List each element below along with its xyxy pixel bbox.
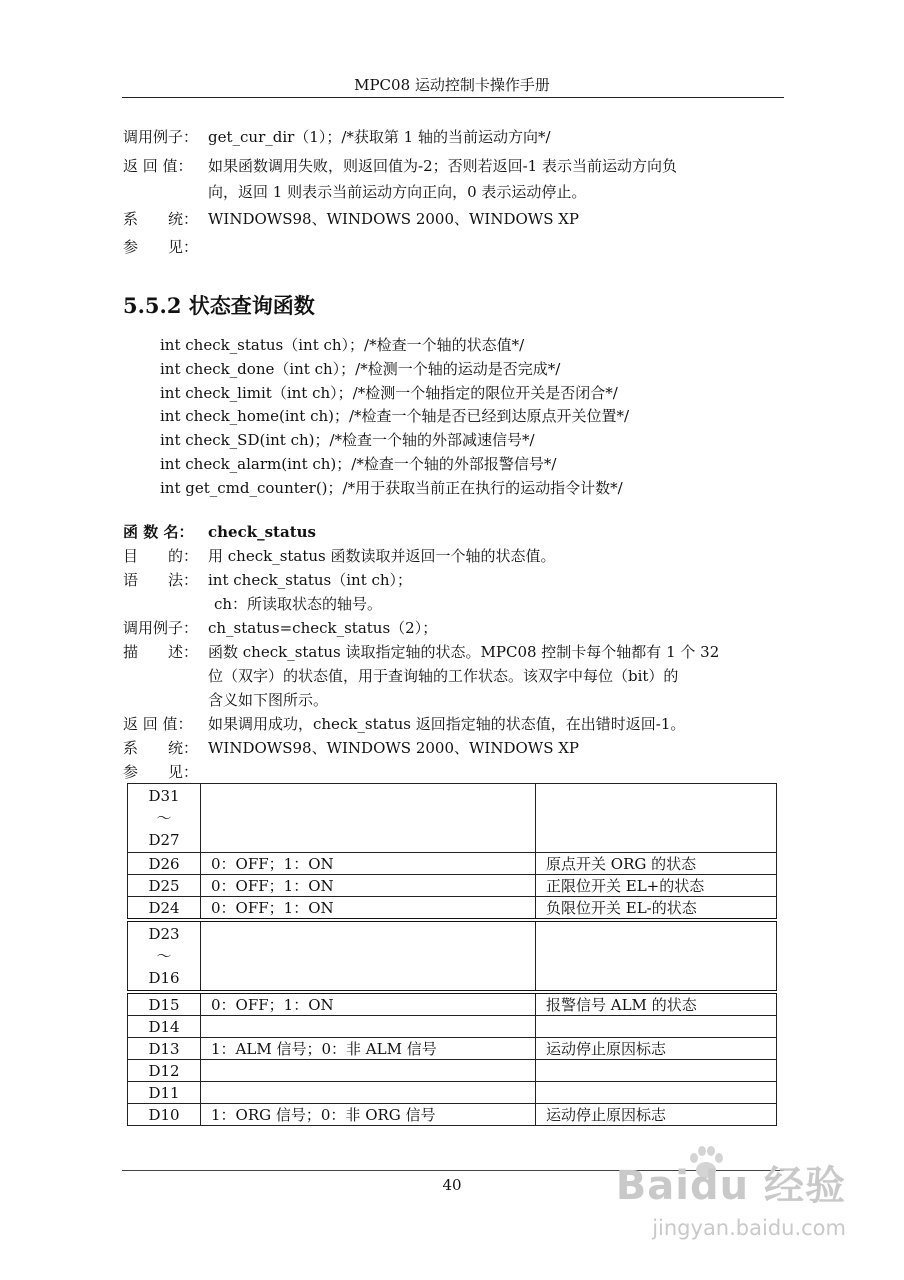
value-cell (201, 1016, 536, 1038)
prev-example-label: 调用例子： (123, 128, 199, 146)
bit-cell: D15 (128, 992, 201, 1016)
table-row (128, 1038, 777, 1060)
meaning-cell (536, 1082, 777, 1104)
bit-cell: D12 (128, 1060, 201, 1082)
table-row (128, 1104, 777, 1126)
table-row (128, 1060, 777, 1082)
prev-returns-text-2: 向，返回 1 则表示当前运动方向正向，0 表示运动停止。 (208, 183, 587, 201)
meaning-cell (536, 784, 777, 853)
fn-name-text: check_status (208, 523, 316, 541)
status-bit-table (127, 783, 777, 1126)
value-cell: 0：OFF；1：ON (201, 897, 536, 921)
section-title: 5.5.2 状态查询函数 (123, 293, 315, 318)
prev-system-line (123, 207, 579, 231)
watermark-logo-text: Baidu 经验 (615, 1163, 846, 1209)
fn-example-text: ch_status=check_status（2）； (208, 619, 438, 637)
fn-example-line (123, 616, 437, 640)
prev-example-line (123, 125, 551, 149)
page-number: 40 (442, 1176, 462, 1194)
header-rule (122, 97, 784, 98)
meaning-cell (536, 1016, 777, 1038)
function-signature: int get_cmd_counter()；/*用于获取当前正在执行的运动指令计数*/ (160, 479, 623, 497)
bit-cell: D14 (128, 1016, 201, 1038)
prev-see-line (123, 235, 208, 259)
function-signature: int check_done（int ch）；/*检测一个轴的运动是否完成*/ (160, 360, 561, 378)
bit-cell: D26 (128, 853, 201, 875)
value-cell (201, 1082, 536, 1104)
meaning-cell: 报警信号 ALM 的状态 (536, 992, 777, 1016)
value-cell: 0：OFF；1：ON (201, 853, 536, 875)
meaning-cell (536, 1060, 777, 1082)
function-signature: int check_status（int ch）；/*检查一个轴的状态值*/ (160, 336, 525, 354)
value-cell: 0：OFF；1：ON (201, 875, 536, 897)
page-header-title: MPC08 运动控制卡操作手册 (354, 76, 550, 94)
bit-label: D23 (148, 925, 180, 943)
meaning-cell: 负限位开关 EL-的状态 (536, 897, 777, 921)
bit-cell: D10 (128, 1104, 201, 1126)
function-signature: int check_alarm(int ch)；/*检查一个轴的外部报警信号*/ (160, 455, 557, 473)
fn-desc-text-3: 含义如下图所示。 (208, 691, 329, 709)
meaning-cell: 正限位开关 EL+的状态 (536, 875, 777, 897)
prev-example-text: get_cur_dir（1）；/*获取第 1 轴的当前运动方向*/ (208, 128, 551, 146)
fn-returns-line (123, 712, 685, 736)
fn-system-label: 系 统： (123, 739, 199, 757)
fn-name-line (123, 520, 316, 544)
meaning-cell: 运动停止原因标志 (536, 1104, 777, 1126)
prev-system-text: WINDOWS98、WINDOWS 2000、WINDOWS XP (208, 210, 580, 228)
fn-syntax-line (123, 568, 412, 592)
bit-range-cell (128, 920, 201, 992)
fn-syntax-text-1: int check_status（int ch）； (208, 571, 413, 589)
bit-cell: D11 (128, 1082, 201, 1104)
range-tilde: ～ (156, 947, 172, 965)
meaning-cell: 原点开关 ORG 的状态 (536, 853, 777, 875)
bit-label: D27 (148, 831, 180, 849)
prev-see-label: 参 见： (123, 238, 199, 256)
table-row (128, 853, 777, 875)
fn-name-label: 函 数 名： (123, 523, 194, 541)
fn-syntax-text-2: ch：所读取状态的轴号。 (214, 595, 383, 613)
value-cell: 1：ORG 信号；0：非 ORG 信号 (201, 1104, 536, 1126)
prev-returns-text-1: 如果函数调用失败，则返回值为-2；否则若返回-1 表示当前运动方向负 (208, 157, 677, 175)
watermark-url: jingyan.baidu.com (652, 1216, 846, 1240)
meaning-cell (536, 920, 777, 992)
fn-desc-text-1: 函数 check_status 读取指定轴的状态。MPC08 控制卡每个轴都有 1 个 32 (208, 643, 720, 661)
fn-system-text: WINDOWS98、WINDOWS 2000、WINDOWS XP (208, 739, 580, 757)
table-row (128, 784, 777, 853)
fn-see-line (123, 760, 208, 784)
bit-cell: D13 (128, 1038, 201, 1060)
fn-desc-label: 描 述： (123, 643, 199, 661)
function-signature: int check_home(int ch)；/*检查一个轴是否已经到达原点开关位置*/ (160, 407, 630, 425)
fn-purpose-label: 目 的： (123, 547, 199, 565)
fn-desc-line (123, 640, 719, 664)
fn-returns-label: 返 回 值： (123, 715, 193, 733)
fn-desc-text-2: 位（双字）的状态值，用于查询轴的工作状态。该双字中每位（bit）的 (208, 667, 679, 685)
bit-range-cell (128, 784, 201, 853)
fn-example-label: 调用例子： (123, 619, 199, 637)
range-tilde: ～ (156, 809, 172, 827)
value-cell (201, 920, 536, 992)
function-signature: int check_SD(int ch)；/*检查一个轴的外部减速信号*/ (160, 431, 535, 449)
baidu-watermark (616, 1140, 846, 1260)
value-cell: 1：ALM 信号；0：非 ALM 信号 (201, 1038, 536, 1060)
fn-system-line (123, 736, 579, 760)
fn-purpose-text: 用 check_status 函数读取并返回一个轴的状态值。 (208, 547, 556, 565)
value-cell (201, 784, 536, 853)
prev-returns-line (123, 154, 677, 178)
table-row (128, 875, 777, 897)
table-row (128, 920, 777, 992)
fn-syntax-label: 语 法： (123, 571, 199, 589)
table-row (128, 992, 777, 1016)
fn-purpose-line (123, 544, 556, 568)
function-signature: int check_limit（int ch）；/*检测一个轴指定的限位开关是否闭合*/ (160, 384, 618, 402)
table-row (128, 897, 777, 921)
bit-cell: D25 (128, 875, 201, 897)
bit-label: D31 (148, 787, 180, 805)
fn-see-label: 参 见： (123, 763, 199, 781)
bit-cell: D24 (128, 897, 201, 921)
fn-returns-text: 如果调用成功，check_status 返回指定轴的状态值，在出错时返回-1。 (208, 715, 686, 733)
meaning-cell: 运动停止原因标志 (536, 1038, 777, 1060)
value-cell: 0：OFF；1：ON (201, 992, 536, 1016)
prev-system-label: 系 统： (123, 210, 199, 228)
table-row (128, 1016, 777, 1038)
prev-returns-label: 返 回 值： (123, 157, 193, 175)
table-row (128, 1082, 777, 1104)
bit-label: D16 (148, 969, 180, 987)
value-cell (201, 1060, 536, 1082)
